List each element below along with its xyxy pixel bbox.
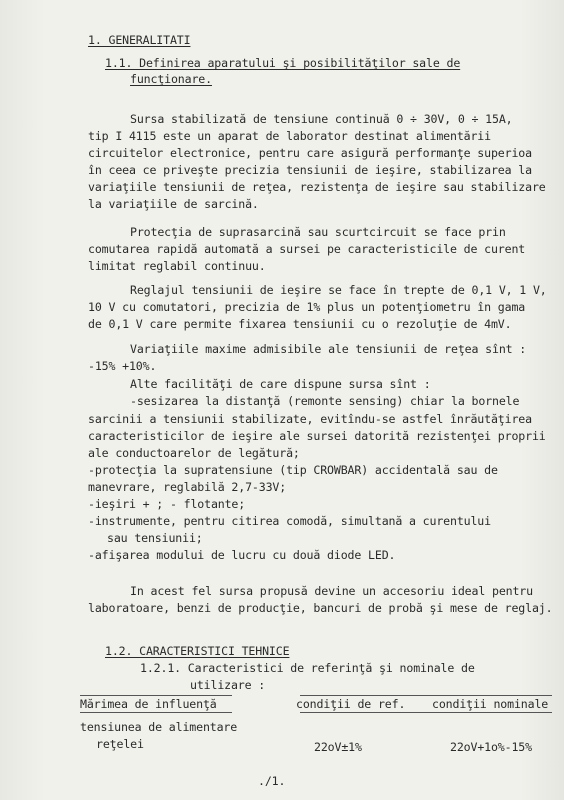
paragraph-line: Reglajul tensiunii de ieşire se face în trepte de 0,1 V, 1 V, <box>130 283 547 297</box>
paragraph-line: comutarea rapidă automată a sursei pe caracteristicile de curent <box>88 242 526 256</box>
table-top-rule-right <box>300 695 552 696</box>
table-header-nominal-conditions: condiţii nominale <box>432 697 549 711</box>
list-item: sarcinii a tensiunii stabilizate, evitîndu-se astfel înrăutăţirea <box>88 412 532 426</box>
paragraph-line: 10 V cu comutatori, precizia de 1% plus un potenţiometru în gama <box>88 300 526 314</box>
list-item: -protecţia la supratensiune (tip CROWBAR) accidentală sau de <box>88 463 498 477</box>
paragraph-line: limitat reglabil continuu. <box>88 259 266 273</box>
subsection-1-1-heading-line2: funcţionare. <box>130 72 212 86</box>
section-1-heading: 1. GENERALITATI <box>88 33 191 47</box>
list-item: -afişarea modului de lucru cu două diode LED. <box>88 548 396 562</box>
list-item: -instrumente, pentru citirea comodă, simultană a curentului <box>88 514 491 528</box>
table-top-rule-left <box>80 695 232 696</box>
paragraph-line: circuitelor electronice, pentru care asigură performanţe superioa <box>88 146 532 160</box>
table-header-influence: Mărimea de influenţă <box>80 697 217 711</box>
paragraph-line: variaţiile tensiunii de reţea, rezistenţa de ieşire sau stabilizare <box>88 180 546 194</box>
subsection-1-2-1-heading-line2: utilizare : <box>190 678 266 692</box>
paragraph-line: Sursa stabilizată de tensiune continuă 0 ÷ 30V, 0 ÷ 15A, <box>130 112 513 126</box>
section-1-2-heading: 1.2. CARACTERISTICI TEHNICE <box>105 644 290 658</box>
paragraph-line: laboratoare, benzi de producţie, bancuri de probă şi mese de reglaj. <box>88 601 553 615</box>
list-item: sau tensiunii; <box>107 531 203 545</box>
table-row-label-line1: tensiunea de alimentare <box>80 720 238 734</box>
table-cell-ref-value: 22oV±1% <box>314 740 362 754</box>
paragraph-line: Variaţiile maxime admisibile ale tensiunii de reţea sînt : <box>130 342 527 356</box>
list-item: ale conductoarelor de legătură; <box>88 446 300 460</box>
list-item: manevrare, reglabilă 2,7-33V; <box>88 480 287 494</box>
list-item: caracteristicilor de ieşire ale sursei datorită rezistenţei proprii <box>88 429 546 443</box>
features-intro: Alte facilităţi de care dispune sursa sînt : <box>130 377 431 391</box>
paragraph-line: la variaţiile de sarcină. <box>88 197 259 211</box>
table-cell-nominal-value: 22oV+1o%-15% <box>450 740 532 754</box>
table-header-rule-right <box>300 712 552 713</box>
subsection-1-1-heading-line1: 1.1. Definirea aparatului şi posibilităţilor sale de <box>105 56 461 70</box>
paragraph-line: în ceea ce priveşte precizia tensiunii de ieşire, stabilizarea la <box>88 163 532 177</box>
paragraph-line: de 0,1 V care permite fixarea tensiunii cu o rezoluţie de 4mV. <box>88 317 512 331</box>
table-row-label-line2: reţelei <box>96 737 144 751</box>
list-item: -ieşiri + ; - flotante; <box>88 497 246 511</box>
table-header-rule-left <box>80 712 232 713</box>
table-header-ref-conditions: condiţii de ref. <box>296 697 406 711</box>
page-number: ./1. <box>258 774 286 788</box>
list-item: -sesizarea la distanţă (remonte sensing) chiar la bornele <box>130 394 520 408</box>
paragraph-line: In acest fel sursa propusă devine un accesoriu ideal pentru <box>130 584 533 598</box>
paragraph-line: Protecţia de suprasarcină sau scurtcircuit se face prin <box>130 225 506 239</box>
paragraph-line: tip I 4115 este un aparat de laborator destinat alimentării <box>88 129 491 143</box>
subsection-1-2-1-heading-line1: 1.2.1. Caracteristici de referinţă şi nominale de <box>140 661 475 675</box>
paragraph-line: -15% +10%. <box>88 359 157 373</box>
